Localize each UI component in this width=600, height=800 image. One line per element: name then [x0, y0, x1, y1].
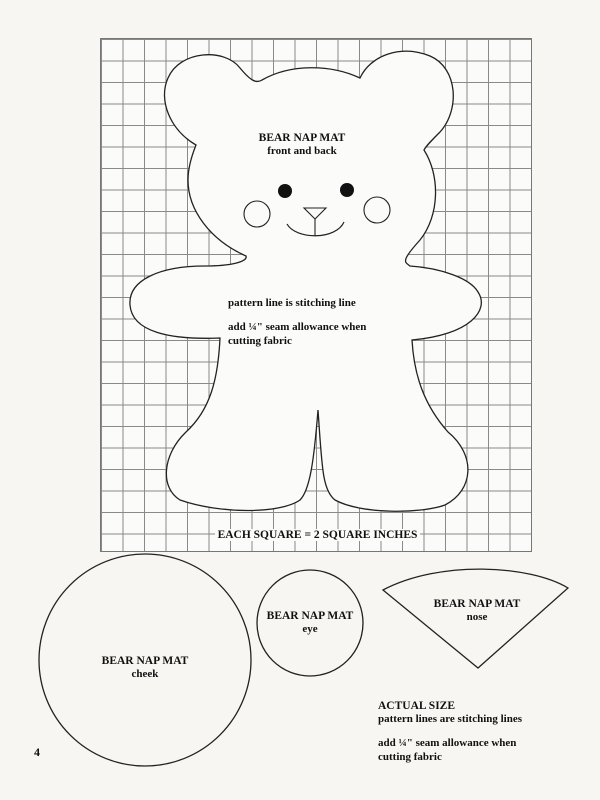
cheek-subtitle: cheek: [131, 668, 159, 681]
bear-note-line2: add ¼" seam allowance when: [228, 320, 367, 333]
eye-subtitle: eye: [302, 623, 318, 636]
bear-note-line3: cutting fabric: [228, 334, 292, 347]
nose-title: BEAR NAP MAT: [433, 598, 521, 610]
nose-label: [417, 598, 537, 624]
nose-subtitle: nose: [466, 611, 488, 624]
bear-title: [232, 132, 372, 158]
eye-label: [252, 610, 368, 636]
page-number: 4: [34, 745, 40, 759]
actual-size-notes: [378, 699, 522, 765]
bear-right-eye: [340, 183, 354, 197]
bear-left-eye: [278, 184, 292, 198]
bear-subtitle: front and back: [267, 145, 337, 158]
actual-size-heading: ACTUAL SIZE: [378, 700, 456, 712]
bear-outline: [130, 51, 481, 511]
eye-title: BEAR NAP MAT: [266, 610, 354, 622]
cheek-title: BEAR NAP MAT: [101, 655, 189, 667]
actual-size-line2: add ¼" seam allowance when: [378, 737, 517, 750]
bear-title-text: BEAR NAP MAT: [258, 132, 346, 144]
cheek-label: [85, 655, 205, 681]
actual-size-line1: pattern lines are stitching lines: [378, 713, 523, 726]
scale-note: [195, 529, 440, 542]
actual-size-line3: cutting fabric: [378, 750, 442, 763]
bear-notes: [228, 297, 366, 348]
scale-note-text: EACH SQUARE = 2 SQUARE INCHES: [215, 529, 421, 541]
bear-note-line1: pattern line is stitching line: [228, 297, 356, 309]
